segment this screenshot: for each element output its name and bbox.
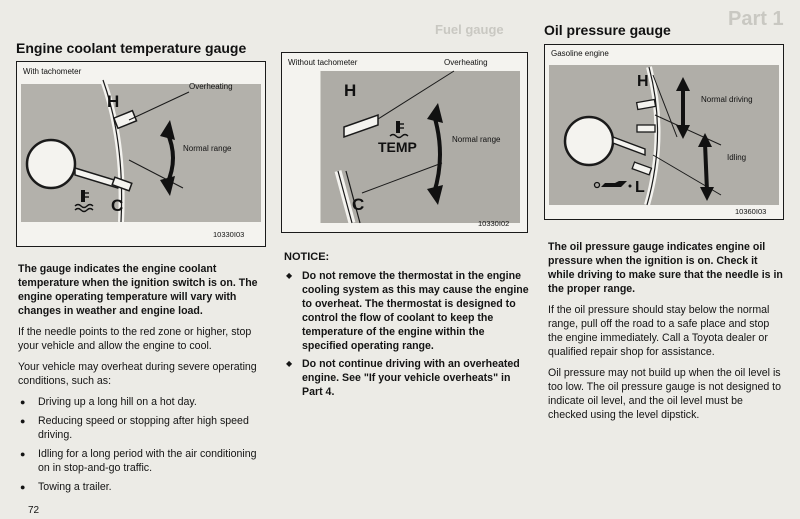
coolant-gauge-title: Engine coolant temperature gauge [16, 40, 247, 56]
normal-range-label: Normal range [183, 144, 232, 153]
normal-range-label: Normal range [452, 135, 501, 144]
gauge-h-mark: H [344, 81, 357, 100]
temp-label: TEMP [378, 139, 417, 155]
oil-intro: The oil pressure gauge indicates engine oil pressure when the ignition is on. Check it while driving to make sure that the needle is in the proper range. [548, 241, 783, 295]
figure-code: 10330I03 [213, 230, 245, 239]
figure-caption: Without tachometer [288, 58, 358, 67]
coolant-gauge-figure-tachometer [16, 61, 266, 247]
gauge-h-mark: H [107, 92, 120, 111]
oil-gauge-title: Oil pressure gauge [544, 22, 671, 38]
overheating-label: Overheating [189, 82, 233, 91]
list-item: ◆ Do not remove the thermostat in the engine cooling system as this may cause the engine to overheat. The thermostat is designed to control the flow of coolant to keep the temperature of the engine within the specified operating range. [284, 269, 530, 353]
list-item: ● Idling for a long period with the air conditioning on in stop-and-go traffic. [18, 447, 268, 475]
list-item: ● Reducing speed or stopping after high speed driving. [18, 414, 268, 442]
idling-label: Idling [727, 153, 747, 162]
figure-caption: With tachometer [23, 67, 82, 76]
normal-driving-label: Normal driving [701, 95, 753, 104]
oil-para-low-pressure: If the oil pressure should stay below the normal range, pull off the road to a safe place and stop the engine immediately. Call a Toyota dealer or qualified repair shop for assistance. [548, 304, 770, 358]
oil-para-oil-level: Oil pressure may not build up when the oil level is too low. The oil pressure gauge is not designed to indicate oil level, and the oil level must be checked using the level dipstick. [548, 367, 782, 421]
gauge-c-mark: C [352, 195, 365, 214]
list-item: ● Driving up a long hill on a hot day. [18, 395, 268, 409]
coolant-intro: The gauge indicates the engine coolant temperature when the ignition switch is on. The engine operating temperature will vary with changes in weather and engine load. [18, 263, 258, 317]
coolant-gauge-figure-no-tachometer [281, 52, 528, 233]
coolant-text-column [18, 262, 268, 499]
overheating-label: Overheating [444, 58, 488, 67]
figure-code: 10360I03 [735, 207, 767, 216]
gauge-h-mark: H [637, 73, 649, 90]
oil-gauge-figure [544, 44, 784, 220]
oil-text-column [548, 240, 784, 429]
oil-gauge-illustration [545, 45, 783, 219]
page-number: 72 [28, 505, 40, 516]
figure-code: 10330I02 [478, 219, 510, 228]
coolant-para-overheat: Your vehicle may overheat during severe operating conditions, such as: [18, 361, 257, 387]
coolant-para-redzone: If the needle points to the red zone or higher, stop your vehicle and allow the engine to cool. [18, 326, 252, 352]
notice-column [284, 250, 530, 403]
figure-caption: Gasoline engine [551, 49, 609, 58]
gauge-c-mark: C [111, 196, 124, 215]
notice-list [284, 269, 530, 399]
gauge-l-mark: L [635, 179, 645, 196]
bleed-part-label: Part 1 [728, 8, 784, 30]
notice-title: NOTICE: [284, 251, 330, 263]
overheat-conditions-list [18, 395, 268, 494]
bleed-heading: Fuel gauge [435, 22, 504, 37]
list-item: ◆ Do not continue driving with an overheated engine. See "If your vehicle overheats" in Part 4. [284, 357, 530, 399]
list-item: ● Towing a trailer. [18, 480, 268, 494]
